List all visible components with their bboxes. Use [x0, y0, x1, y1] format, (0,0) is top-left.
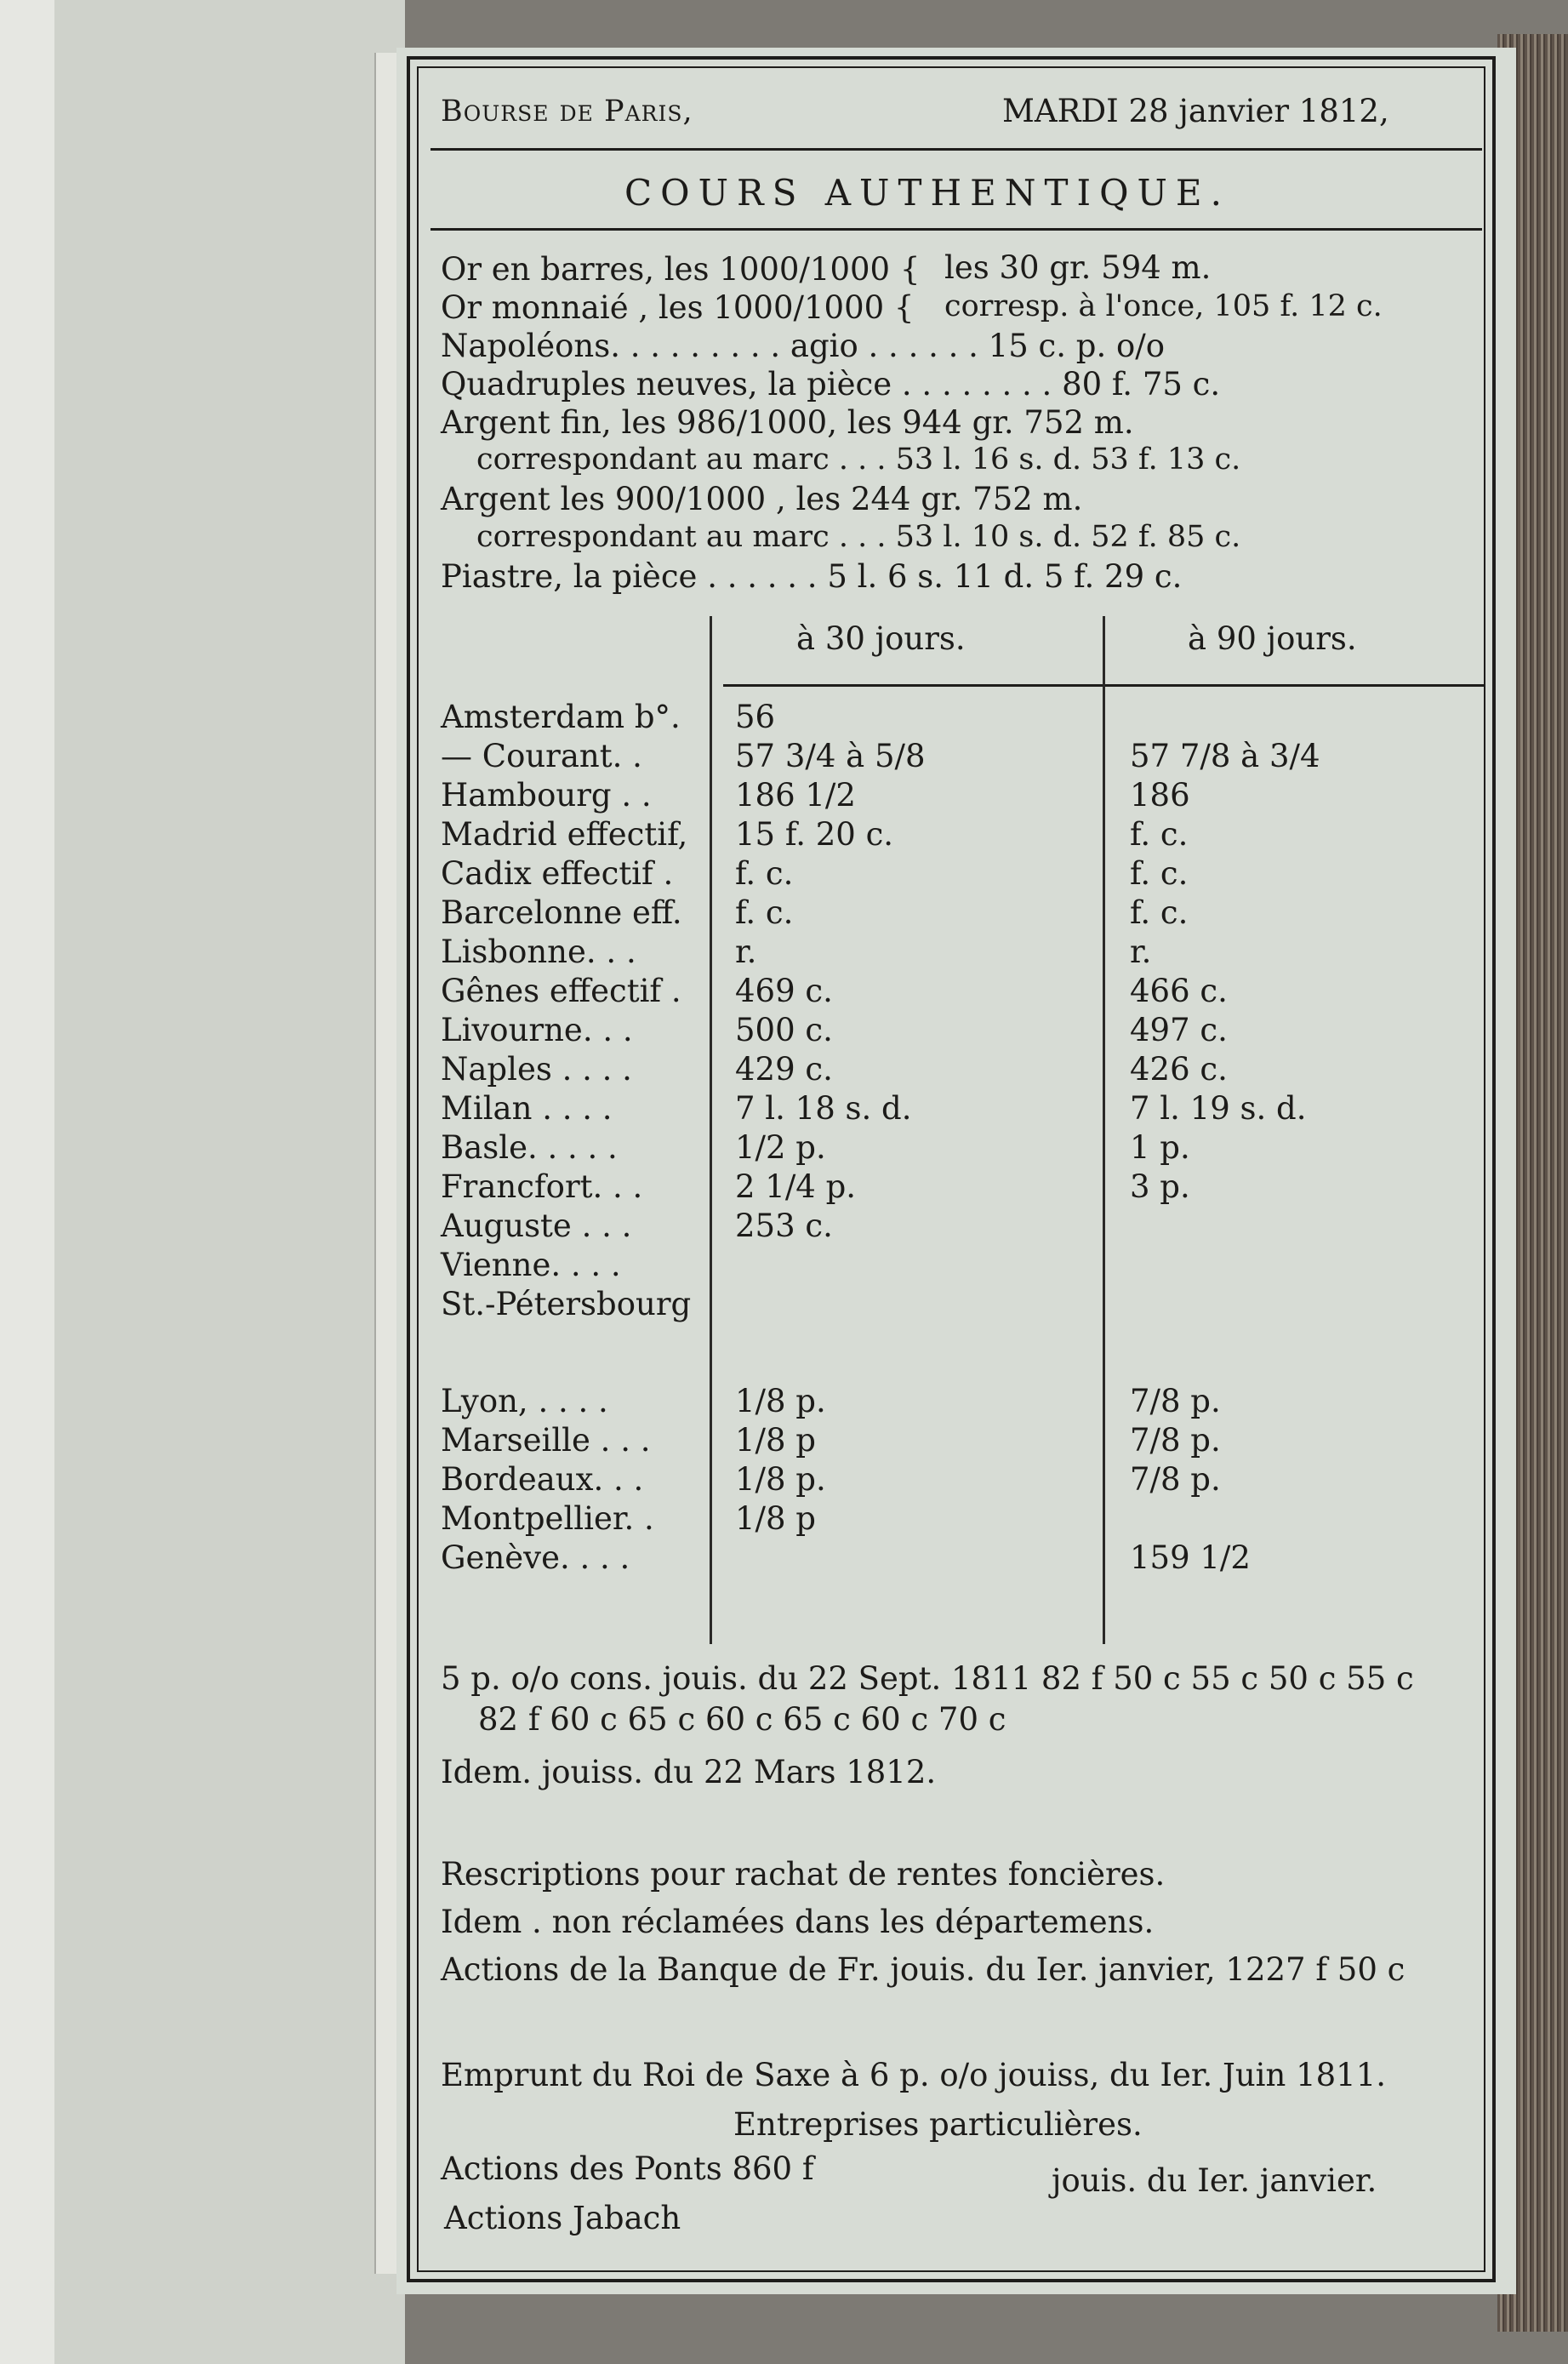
row-value-30: 429 c. — [735, 1051, 833, 1088]
row-value-90: 7 l. 19 s. d. — [1130, 1090, 1307, 1127]
row-value-90: 7/8 p. — [1130, 1461, 1221, 1498]
title-rule — [430, 228, 1482, 231]
row-value-30: f. c. — [735, 894, 794, 931]
row-place: Vienne. . . . — [441, 1247, 621, 1283]
metal-line-1: Or en barres, les 1000/1000 { — [441, 251, 921, 288]
row-value-90: 3 p. — [1130, 1168, 1190, 1205]
row-value-90: 466 c. — [1130, 973, 1228, 1009]
row-place: Montpellier. . — [441, 1500, 654, 1537]
row-value-90: 426 c. — [1130, 1051, 1228, 1088]
row-place: Hambourg . . — [441, 777, 652, 814]
book-binding — [0, 0, 56, 2364]
metal-line-8: correspondant au marc . . . 53 l. 16 s. d. 53 f. 13 c. — [476, 443, 1241, 477]
row-place: Milan . . . . — [441, 1090, 613, 1127]
row-value-90: 7/8 p. — [1130, 1383, 1221, 1419]
printed-page — [396, 48, 1516, 2294]
row-value-30: 7 l. 18 s. d. — [735, 1090, 912, 1127]
row-place: Naples . . . . — [441, 1051, 632, 1088]
row-value-90: f. c. — [1130, 894, 1189, 931]
row-value-90: 57 7/8 à 3/4 — [1130, 738, 1320, 774]
funds-line-1: 5 p. o/o cons. jouis. du 22 Sept. 1811 82 f 50 c 55 c 50 c 55 c — [441, 1660, 1414, 1697]
row-value-30: r. — [735, 934, 757, 970]
row-value-90: 497 c. — [1130, 1012, 1228, 1048]
row-value-30: 57 3/4 à 5/8 — [735, 738, 926, 774]
metal-line-5: Napoléons. . . . . . . . . agio . . . . . . 15 c. p. o/o — [441, 328, 1165, 364]
row-value-90: 186 — [1130, 777, 1190, 814]
metal-line-10: correspondant au marc . . . 53 l. 10 s. d. 52 f. 85 c. — [476, 520, 1241, 554]
row-place: Genève. . . . — [441, 1539, 630, 1576]
row-place: Barcelonne eff. — [441, 894, 682, 931]
row-value-90: 159 1/2 — [1130, 1539, 1251, 1576]
funds-line-2: 82 f 60 c 65 c 60 c 65 c 60 c 70 c — [478, 1701, 1006, 1738]
row-place: Livourne. . . — [441, 1012, 633, 1048]
row-place: Auguste . . . — [441, 1208, 632, 1244]
row-value-30: 253 c. — [735, 1208, 833, 1244]
row-value-30: 1/8 p. — [735, 1383, 826, 1419]
row-value-90: 1 p. — [1130, 1129, 1190, 1166]
row-place: Madrid effectif, — [441, 816, 688, 853]
loan-line: Emprunt du Roi de Saxe à 6 p. o/o jouiss, du Ier. Juin 1811. — [441, 2057, 1386, 2093]
header-date: MARDI 28 janvier 1812, — [1002, 93, 1389, 129]
row-value-90: 7/8 p. — [1130, 1422, 1221, 1459]
entreprises-title: Entreprises particulières. — [733, 2106, 1143, 2143]
row-value-90: f. c. — [1130, 855, 1189, 892]
other-line-2: Idem . non réclamées dans les départemens. — [441, 1904, 1155, 1940]
row-value-30: 1/8 p — [735, 1500, 816, 1537]
row-place: Francfort. . . — [441, 1168, 643, 1205]
metal-line-9: Argent les 900/1000 , les 244 gr. 752 m. — [441, 481, 1083, 517]
row-value-30: 2 1/4 p. — [735, 1168, 857, 1205]
row-place: Lyon, . . . . — [441, 1383, 608, 1419]
row-place: St.-Pétersbourg — [441, 1286, 692, 1322]
metal-line-4: corresp. à l'once, 105 f. 12 c. — [944, 289, 1383, 323]
row-place: Cadix effectif . — [441, 855, 674, 892]
header-rule — [430, 148, 1482, 151]
row-place: Basle. . . . . — [441, 1129, 618, 1166]
row-place: Marseille . . . — [441, 1422, 651, 1459]
row-value-30: 186 1/2 — [735, 777, 856, 814]
row-value-30: 15 f. 20 c. — [735, 816, 894, 853]
row-value-30: 1/8 p. — [735, 1461, 826, 1498]
row-value-90: r. — [1130, 934, 1152, 970]
funds-line-3: Idem. jouiss. du 22 Mars 1812. — [441, 1754, 937, 1790]
ponts-jouis: jouis. du Ier. janvier. — [1052, 2162, 1377, 2199]
metal-line-6: Quadruples neuves, la pièce . . . . . . . . 80 f. 75 c. — [441, 366, 1221, 403]
table-divider-1 — [710, 616, 712, 1644]
flyleaf-page — [54, 0, 405, 2364]
table-divider-2 — [1103, 616, 1105, 1644]
col-header-90: à 90 jours. — [1188, 620, 1357, 657]
row-value-30: 56 — [735, 699, 776, 735]
row-value-30: 500 c. — [735, 1012, 833, 1048]
metal-line-3: les 30 gr. 594 m. — [944, 249, 1212, 286]
row-place: Gênes effectif . — [441, 973, 681, 1009]
header-left: Bourse de Paris, — [441, 94, 693, 128]
jabach-line: Actions Jabach — [444, 2200, 681, 2236]
row-place: Lisbonne. . . — [441, 934, 636, 970]
row-place: Amsterdam b°. — [441, 699, 681, 735]
row-place: — Courant. . — [441, 738, 642, 774]
col-header-30: à 30 jours. — [796, 620, 966, 657]
metal-line-7: Argent fin, les 986/1000, les 944 gr. 752 m. — [441, 404, 1134, 441]
other-line-1: Rescriptions pour rachat de rentes foncières. — [441, 1856, 1166, 1893]
row-value-90: f. c. — [1130, 816, 1189, 853]
metal-line-2: Or monnaié , les 1000/1000 { — [441, 289, 915, 326]
row-value-30: 1/8 p — [735, 1422, 816, 1459]
other-line-3: Actions de la Banque de Fr. jouis. du Ier. janvier, 1227 f 50 c — [441, 1951, 1405, 1988]
metal-line-11: Piastre, la pièce . . . . . . 5 l. 6 s. 11 d. 5 f. 29 c. — [441, 558, 1183, 595]
row-value-30: f. c. — [735, 855, 794, 892]
ponts-line: Actions des Ponts 860 f — [441, 2150, 814, 2187]
row-place: Bordeaux. . . — [441, 1461, 644, 1498]
row-value-30: 1/2 p. — [735, 1129, 826, 1166]
row-value-30: 469 c. — [735, 973, 833, 1009]
page-title: COURS AUTHENTIQUE. — [624, 172, 1230, 214]
